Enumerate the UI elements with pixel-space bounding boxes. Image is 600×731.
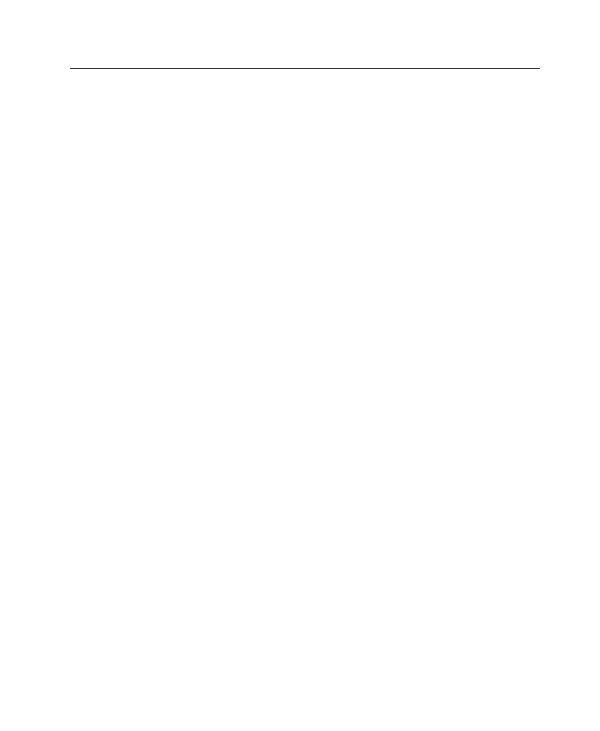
header-rule (70, 68, 540, 69)
right-column (309, 255, 526, 266)
left-column (84, 255, 301, 266)
abstract-block (82, 196, 527, 226)
abstract (82, 196, 527, 209)
keywords (82, 211, 527, 224)
